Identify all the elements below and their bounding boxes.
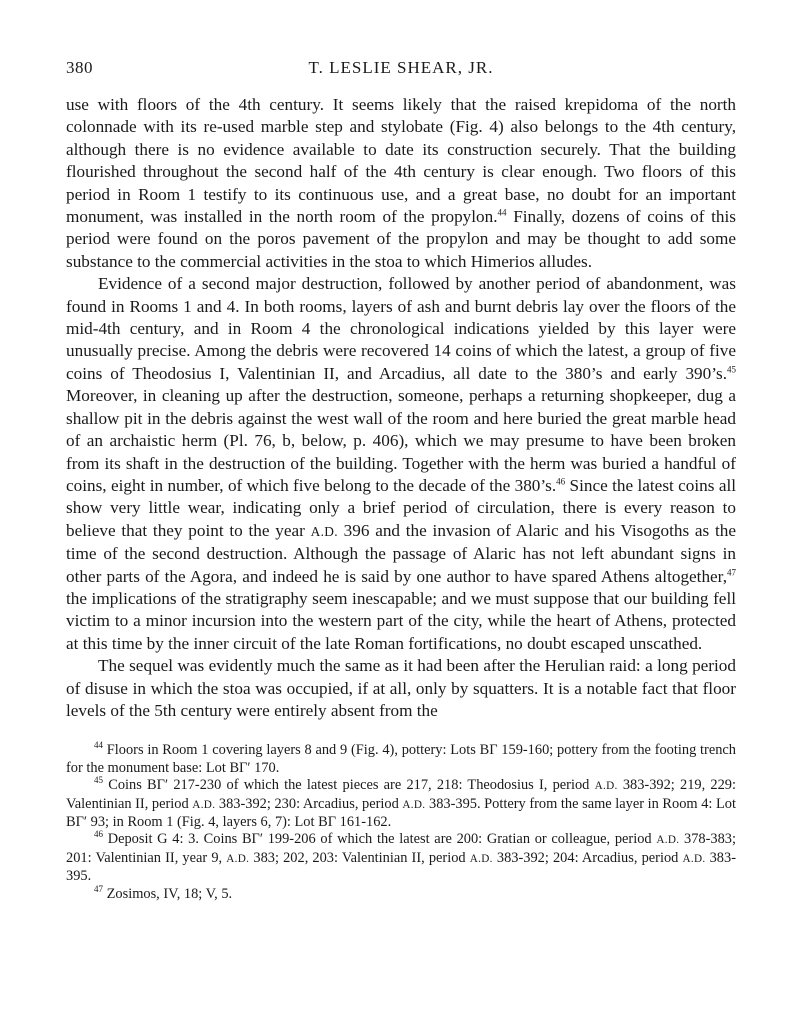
- text-run: use with floors of the 4th century. It seems likely that the raised krepidoma of the north colonnade with its re-used marble step and stylobate (Fig. 4) also belongs to the 4th century, although there is no evidence available to date its construction securely. That the building flourished throughout the second half of the 4th century is clear enough. Two floors of this period in Room 1 testify to its continuous use, and a great base, no doubt for an important monument, was installed in the north room of the propylon.: [66, 95, 736, 227]
- footnote: [66, 742, 736, 777]
- text-run: Zosimos, IV, 18; V, 5.: [106, 885, 233, 902]
- text-run: The sequel was evidently much the same as it had been after the Herulian raid: a long period of disuse in which the stoa was occupied, if at all, only by squatters. It is a notable fact that floor levels of the 5th century were entirely absent from the: [66, 656, 736, 720]
- text-run: Coins ΒΓ′ 217-230 of which the latest pieces are 217, 218: Theodosius I, period: [108, 777, 595, 794]
- small-caps-text: A.D.: [226, 852, 250, 865]
- small-caps-text: A.D.: [656, 834, 680, 847]
- paragraph: [66, 94, 736, 273]
- text-run: Floors in Room 1 covering layers 8 and 9 (Fig. 4), pottery: Lots ΒΓ 159-160; pottery from the footing trench for the monument base: Lot ΒΓ′ 170.: [66, 742, 736, 776]
- footnote-reference: 45: [727, 364, 736, 375]
- page-number: 380: [66, 58, 93, 77]
- small-caps-text: A.D.: [402, 798, 426, 811]
- footnote-reference: 47: [727, 566, 736, 577]
- footnote-number: 44: [94, 740, 103, 751]
- text-run: Since the latest coins all show very little wear, indicating only a brief period of circulation, there is every reason to believe that they point to the year: [66, 475, 737, 540]
- footnote: [66, 883, 736, 903]
- text-run: 383-395. Pottery from the same layer in Room 4: Lot ΒΓ′ 93; in Room 1 (Fig. 4, layers 6, 7): Lot ΒΓ 161-162.: [66, 795, 736, 830]
- text-run: 383-392; 230: Arcadius, period: [215, 795, 403, 812]
- body-text: [66, 94, 736, 722]
- paragraph: [66, 273, 736, 655]
- text-run: 378-383; 201: Valentinian II, year 9,: [66, 831, 736, 866]
- small-caps-text: A.D.: [594, 780, 618, 793]
- text-run: the implications of the stratigraphy seem inescapable; and we must suppose that our building fell victim to a minor incursion into the western part of the city, while the heart of Athens, protected at this time by the inner circuit of the late Roman fortifications, no doubt escaped unscathed.: [66, 588, 736, 653]
- text-run: 383-392; 219, 229: Valentinian II, period: [66, 777, 736, 812]
- footnote-reference: 46: [556, 476, 566, 487]
- page-header: [66, 58, 736, 84]
- text-run: Finally, dozens of coins of this period were found on the poros pavement of the propylon and may be thought to add some substance to the commercial activities in the stoa to which Himerios alludes.: [66, 207, 736, 271]
- small-caps-text: A.D.: [469, 852, 493, 865]
- small-caps-text: A.D.: [192, 798, 216, 811]
- small-caps-text: A.D.: [682, 852, 706, 865]
- page: [66, 58, 736, 903]
- text-run: Deposit G 4: 3. Coins ΒΓ′ 199-206 of which the latest are 200: Gratian or colleague, period: [107, 831, 657, 848]
- text-run: 383-392; 204: Arcadius, period: [492, 849, 683, 866]
- footnote: [66, 777, 736, 831]
- footnote-number: 47: [94, 883, 103, 894]
- footnotes: [66, 742, 736, 903]
- small-caps-text: A.D.: [310, 523, 338, 539]
- text-run: Evidence of a second major destruction, followed by another period of abandonment, was found in Rooms 1 and 4. In both rooms, layers of ash and burnt debris lay over the floors of the mid-4th century, and in Room 4 the chronological indications yielded by this layer were unusually precise. Among the debris were recovered 14 coins of which the latest, a group of five coins of Theodosius I, Valentinian II, and Arcadius, all date to the 380’s and early 390’s.: [66, 274, 736, 383]
- text-run: 396 and the invasion of Alaric and his Visogoths as the time of the second destruction. Although the passage of Alaric has not left abundant signs in other parts of the Agora, and indeed he is said by one author to have spared Athens altogether,: [66, 520, 736, 586]
- footnote-number: 45: [94, 775, 103, 786]
- text-run: 383-395.: [66, 849, 736, 885]
- footnote-reference: 44: [497, 207, 507, 218]
- running-head: T. LESLIE SHEAR, JR.: [308, 58, 494, 77]
- footnote: [66, 831, 736, 885]
- text-run: Moreover, in cleaning up after the destruction, someone, perhaps a returning shopkeeper, dug a shallow pit in the debris against the west wall of the room and here buried the great marble head of an archaistic herm (Pl. 76, b, below, p. 406), which we may presume to have been broken from its shaft in the destruction of the building. Together with the herm was buried a handful of coins, eight in number, of which five belong to the decade of the 380’s.: [66, 386, 736, 495]
- paragraph: [66, 655, 736, 722]
- text-run: 383; 202, 203: Valentinian II, period: [249, 849, 470, 866]
- footnote-number: 46: [94, 829, 103, 840]
